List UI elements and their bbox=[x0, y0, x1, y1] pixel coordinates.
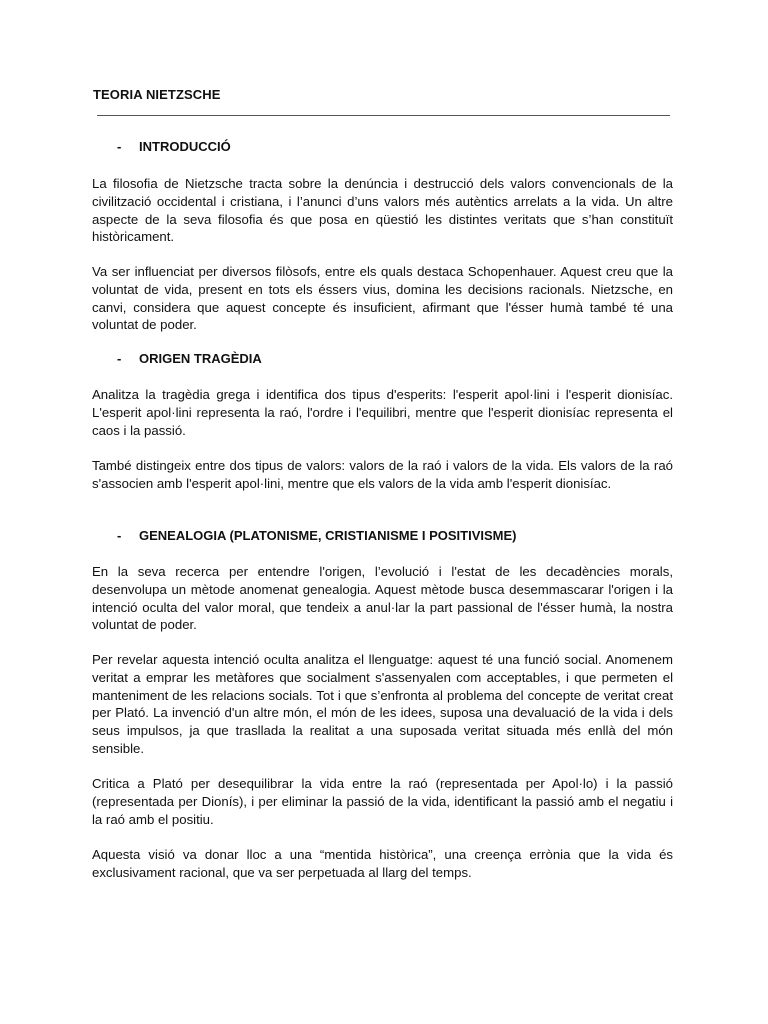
paragraph: La filosofia de Nietzsche tracta sobre la denúncia i destrucció dels valors convencionals de la civilització occidental i cristiana, i l’anunci d’uns valors més autèntics arrelats a la vida. Un altre aspecte de la seva filosofia és que posa en qüestió les distintes veritats que s’han constituït històricament. bbox=[92, 176, 673, 245]
paragraph: Critica a Plató per desequilibrar la vida entre la raó (representada per Apol·lo) i la passió (representada per Dionís), i per eliminar la passió de la vida, identificant la passió amb el negatiu i la raó amb el positiu. bbox=[92, 776, 673, 827]
paragraph: Va ser influenciat per diversos filòsofs, entre els quals destaca Schopenhauer. Aquest creu que la voluntat de vida, present en tots els éssers vius, domina les decisions racionals. Nietzsche, en canvi, considera que aquest concepte és insuficient, afirmant que l'ésser humà també té una voluntat de poder. bbox=[92, 264, 673, 333]
title-divider bbox=[97, 115, 670, 116]
paragraph: També distingeix entre dos tipus de valors: valors de la raó i valors de la vida. Els valors de la raó s'associen amb l'esperit apol·lini, mentre que els valors de la vida amb l'esperit dionisíac. bbox=[92, 458, 673, 491]
paragraph: Aquesta visió va donar lloc a una “mentida històrica”, una creença errònia que la vida és exclusivament racional, que va ser perpetuada al llarg del temps. bbox=[92, 847, 673, 880]
paragraph: En la seva recerca per entendre l'origen, l’evolució i l'estat de les decadències morals, desenvolupa un mètode anomenat genealogia. Aquest mètode busca desemmascarar l'origen i la intenció oculta del valor moral, que tendeix a anul·lar la part passional de l'ésser humà, la nostra voluntat de poder. bbox=[92, 564, 673, 633]
document-title: TEORIA NIETZSCHE bbox=[93, 87, 221, 102]
bullet-dash: - bbox=[117, 528, 122, 543]
section-heading-text: INTRODUCCIÓ bbox=[139, 139, 231, 154]
section-heading-text: ORIGEN TRAGÈDIA bbox=[139, 351, 262, 366]
section-heading-introduccio bbox=[117, 139, 231, 154]
section-heading-text: GENEALOGIA (PLATONISME, CRISTIANISME I POSITIVISME) bbox=[139, 528, 517, 543]
section-heading-origen-tragedia bbox=[117, 351, 262, 366]
bullet-dash: - bbox=[117, 139, 122, 154]
bullet-dash: - bbox=[117, 351, 122, 366]
paragraph: Analitza la tragèdia grega i identifica dos tipus d'esperits: l'esperit apol·lini i l'esperit dionisíac. L'esperit apol·lini representa la raó, l'ordre i l'equilibri, mentre que l'esperit dionisíac representa el caos i la passió. bbox=[92, 387, 673, 438]
section-heading-genealogia bbox=[117, 528, 517, 543]
paragraph: Per revelar aquesta intenció oculta analitza el llenguatge: aquest té una funció social. Anomenem veritat a emprar les metàfores que socialment s'assenyalen com acceptables, i que permeten el manteniment de les relacions socials. Tot i que s’enfronta al problema del concepte de veritat creat per Plató. La invenció d'un altre món, el món de les idees, suposa una devaluació de la vida i dels seus impulsos, ja que trasllada la realitat a una suposada veritat situada més enllà del món sensible. bbox=[92, 652, 673, 756]
